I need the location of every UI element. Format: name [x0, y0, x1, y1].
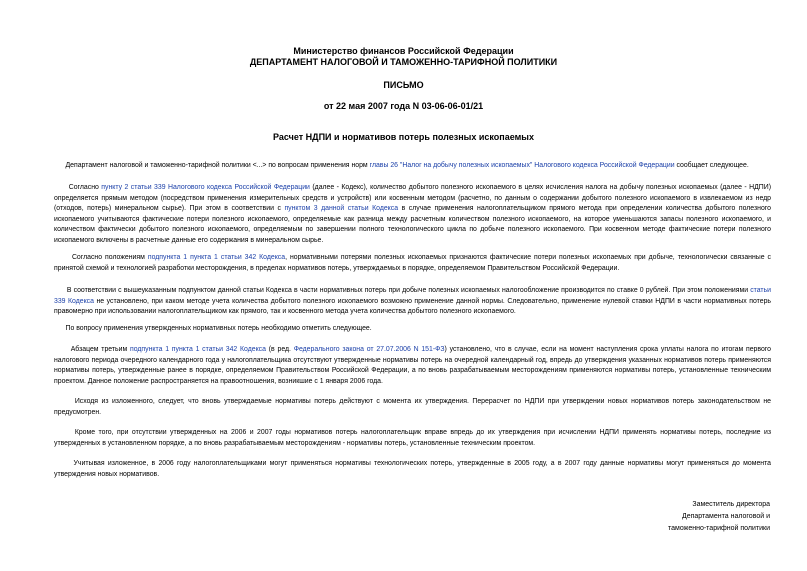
paragraph-text: Согласно: [68, 184, 102, 191]
document-link[interactable]: Федерального закона от 27.07.2006 N 151-ФЗ: [293, 346, 445, 353]
paragraph-text: не установлено, при каком методе учета количества добытого полезного ископаемого возможно применение данной нормы. Следовательно, применение нулевой ставки НДПИ в части нормативных потерь правомерно при использовании налогоплательщиком как прямого, так и косвенного метода учета количества добытого полезного ископаемого.: [54, 297, 771, 316]
paragraph-text: в случае применения налогоплательщиком прямого метода при определении количества добытого полезного ископаемого учитываются фактические потери полезного ископаемого, определяемые как разница между расчетным количеством полезного ископаемого, на которое уменьшаются запасы полезного ископаемого, и количеством фактически добытого полезного ископаемого, определяемым по завершении полного технологического цикла по добыче полезного ископаемого. При косвенном методе фактические потери полезного ископаемого включены в расчетные данные его содержания в минеральном сырье.: [54, 205, 771, 244]
document-type: ПИСЬМО: [383, 80, 424, 90]
paragraph-text: По вопросу применения утвержденных нормативных потерь необходимо отметить следующее.: [65, 325, 372, 332]
signature-title: Заместитель директора: [692, 501, 770, 508]
paragraph-9: [54, 459, 771, 480]
document-link[interactable]: статьи 339 Кодекса: [54, 287, 771, 305]
paragraph-6: [54, 345, 771, 387]
document-link[interactable]: подпункта 1 пункта 1 статьи 342 Кодекса: [147, 254, 286, 261]
department-name: ДЕПАРТАМЕНТ НАЛОГОВОЙ И ТАМОЖЕННО-ТАРИФНОЙ ПОЛИТИКИ: [249, 57, 558, 67]
signature-department-cont: таможенно-тарифной политики: [668, 525, 770, 532]
paragraph-text: Учитывая изложенное, в 2006 году налогоплательщиками могут применяться нормативы технологических потерь, утвержденные в 2005 году, а в 2007 году данные нормативы могут применяться до момента утверждения новых нормативов.: [54, 460, 771, 478]
paragraph-text: Кроме того, при отсутствии утвержденных на 2006 и 2007 годы нормативов потерь налогоплательщик вправе впредь до их утверждения при исчислении НДПИ применять нормативы потерь, последние из утвержденных в установленном порядке, а по вновь разрабатываемым месторождениям - нормативы потерь, установленные техническим проектом.: [54, 429, 771, 447]
paragraph-text: , нормативными потерями полезных ископаемых признаются фактические потери полезных ископаемых при добыче, технологически связанные с принятой схемой и технологией разработки месторождения, в пределах нормативов потерь, утверждаемых в порядке, определяемом Правительством Российской Федерации.: [54, 254, 771, 272]
paragraph-3: [54, 253, 771, 274]
document-link[interactable]: пунктом 3 данной статьи Кодекса: [284, 205, 399, 213]
paragraph-text: ) установлено, что в случае, если на момент наступления срока уплаты налога по итогам первого налогового периода очередного календарного года у налогоплательщика отсутствуют утвержденные нормативы потерь на очередной календарный год, впредь до утверждения указанных нормативов потерь применяются нормативы потерь, утвержденные ранее в порядке, определяемом Правительством Российской Федерации, а по вновь разрабатываемым месторождениям применяются нормативы потерь, установленные техническим проектом. Данное положение распространяется на правоотношения, возникшие с 1 января 2006 года.: [54, 346, 771, 385]
document-subject: Расчет НДПИ и нормативов потерь полезных ископаемых: [273, 132, 534, 142]
ministry-name: Министерство финансов Российской Федерации: [293, 46, 514, 56]
paragraph-5: [54, 324, 771, 335]
paragraph-text: сообщает следующее.: [674, 162, 749, 169]
paragraph-2: [54, 183, 771, 247]
paragraph-text: (в ред.: [265, 346, 294, 353]
paragraph-1: [54, 161, 771, 172]
signature-department: Департамента налоговой и: [681, 513, 770, 520]
paragraph-text: (далее - Кодекс), количество добытого полезного ископаемого в целях исчисления налога на добычу полезных ископаемых (далее - НДПИ) определяется прямым методом (посредством применения измерительных средств и устройств) или косвенным методом (расчетно, по данным о содержании добытого полезного ископаемого в извлекаемом из недр (отходов, потерь) минеральном сырье). При этом в соответствии с: [54, 184, 771, 213]
paragraph-7: [54, 397, 771, 418]
document-link[interactable]: главы 26 "Налог на добычу полезных ископаемых" Налогового кодекса Российской Федерации: [369, 162, 675, 169]
paragraph-8: [54, 428, 771, 449]
paragraph-text: Абзацем третьим: [70, 346, 130, 353]
paragraph-text: Согласно положениям: [71, 254, 148, 261]
paragraph-text: Департамент налоговой и таможенно-тарифной политики <...> по вопросам применения норм: [65, 162, 370, 169]
document-link[interactable]: подпункта 1 пункта 1 статьи 342 Кодекса: [130, 346, 266, 353]
document-date-number: от 22 мая 2007 года N 03-06-06-01/21: [323, 101, 484, 111]
paragraph-text: Исходя из изложенного, следует, что вновь утверждаемые нормативы потерь действуют с момента их утверждения. Перерасчет по НДПИ при утверждении новых нормативов потерь законодательством не предусмотрен.: [54, 398, 771, 416]
paragraph-4: [54, 286, 771, 318]
paragraph-text: В соответствии с вышеуказанным подпунктом данной статьи Кодекса в части нормативных потерь при добыче полезных ископаемых налогообложение производится по ставке 0 рублей. При этом положениями: [66, 287, 751, 294]
document-link[interactable]: пункту 2 статьи 339 Налогового кодекса Российской Федерации: [101, 184, 310, 191]
